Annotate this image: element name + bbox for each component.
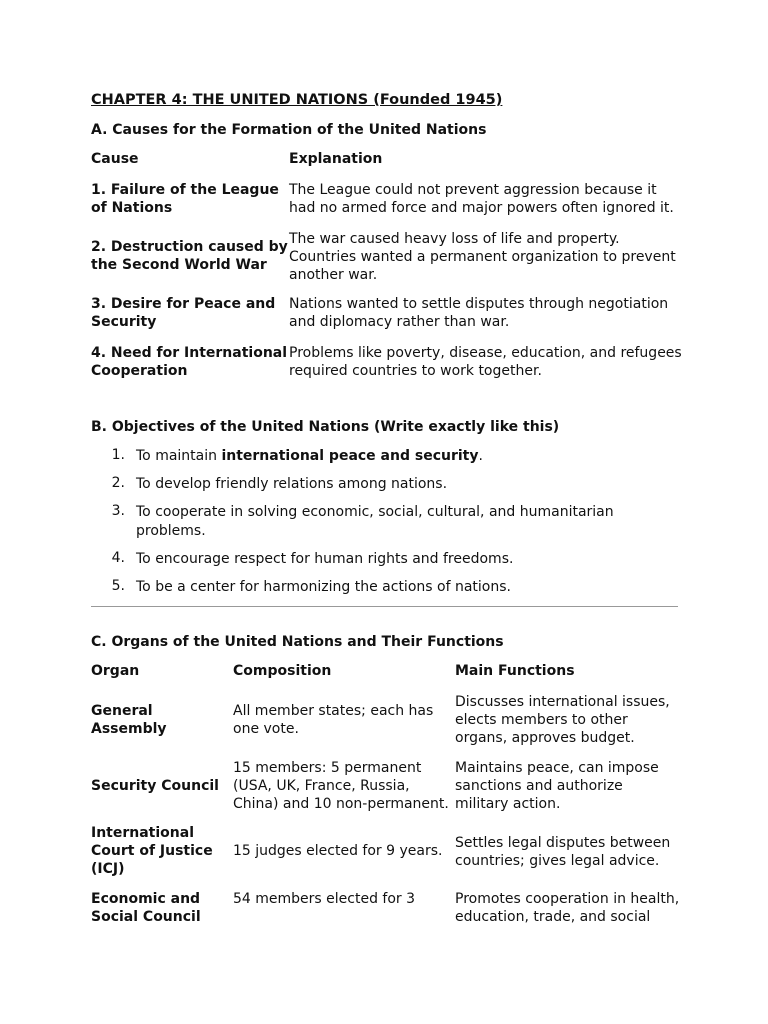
cause-name: 1. Failure of the League of Nations bbox=[91, 182, 279, 216]
organs-header-functions: Main Functions bbox=[455, 663, 575, 679]
organ-functions: Discusses international issues, elects members to other organs, approves budget. bbox=[455, 694, 670, 746]
list-item-number: 2. bbox=[111, 475, 125, 491]
organ-composition: All member states; each has one vote. bbox=[233, 703, 434, 737]
list-item-text: To develop friendly relations among nations. bbox=[136, 476, 448, 492]
organ-name: Security Council bbox=[91, 778, 219, 794]
causes-header-cause: Cause bbox=[91, 151, 139, 167]
organ-functions: Settles legal disputes between countries; gives legal advice. bbox=[455, 835, 671, 869]
cause-explanation: The war caused heavy loss of life and property. Countries wanted a permanent organization to prevent another war. bbox=[289, 231, 676, 283]
organ-name: General Assembly bbox=[91, 703, 167, 737]
cause-name: 2. Destruction caused by the Second World War bbox=[91, 239, 288, 273]
causes-header-explanation: Explanation bbox=[289, 151, 383, 167]
section-c-heading: C. Organs of the United Nations and Their Functions bbox=[91, 634, 504, 650]
list-item-number: 1. bbox=[111, 447, 125, 463]
cause-name: 4. Need for International Cooperation bbox=[91, 345, 288, 379]
organ-functions: Maintains peace, can impose sanctions and authorize military action. bbox=[455, 760, 659, 812]
list-item-number: 5. bbox=[111, 578, 125, 594]
organ-composition: 54 members elected for 3 bbox=[233, 891, 416, 907]
organs-header-composition: Composition bbox=[233, 663, 332, 679]
list-item-text: To encourage respect for human rights and freedoms. bbox=[136, 551, 514, 567]
list-item-text: To cooperate in solving economic, social, cultural, and humanitarian problems. bbox=[136, 504, 614, 539]
list-item-number: 4. bbox=[111, 550, 125, 566]
section-a-heading: A. Causes for the Formation of the United Nations bbox=[91, 122, 487, 138]
organ-name: International Court of Justice (ICJ) bbox=[91, 825, 213, 877]
section-divider bbox=[91, 606, 678, 607]
organ-composition: 15 members: 5 permanent (USA, UK, France, Russia, China) and 10 non-permanent. bbox=[233, 760, 449, 812]
organ-functions: Promotes cooperation in health, education, trade, and social bbox=[455, 891, 680, 925]
cause-explanation: The League could not prevent aggression because it had no armed force and major powers often ignored it. bbox=[289, 182, 674, 216]
list-item-number: 3. bbox=[111, 503, 125, 519]
organ-composition: 15 judges elected for 9 years. bbox=[233, 843, 443, 859]
cause-explanation: Nations wanted to settle disputes through negotiation and diplomacy rather than war. bbox=[289, 296, 669, 330]
organs-header-organ: Organ bbox=[91, 663, 140, 679]
objective-text: To maintain bbox=[136, 448, 222, 464]
list-item-text bbox=[136, 447, 656, 466]
cause-name: 3. Desire for Peace and Security bbox=[91, 296, 276, 330]
page-title: CHAPTER 4: THE UNITED NATIONS (Founded 1945) bbox=[91, 92, 503, 108]
section-b-heading: B. Objectives of the United Nations (Write exactly like this) bbox=[91, 419, 560, 435]
objective-punctuation: . bbox=[478, 448, 483, 464]
cause-explanation: Problems like poverty, disease, education, and refugees required countries to work together. bbox=[289, 345, 682, 379]
organ-name: Economic and Social Council bbox=[91, 891, 201, 925]
list-item-text: To be a center for harmonizing the actions of nations. bbox=[136, 579, 511, 595]
objective-emphasis: international peace and security bbox=[221, 448, 479, 464]
